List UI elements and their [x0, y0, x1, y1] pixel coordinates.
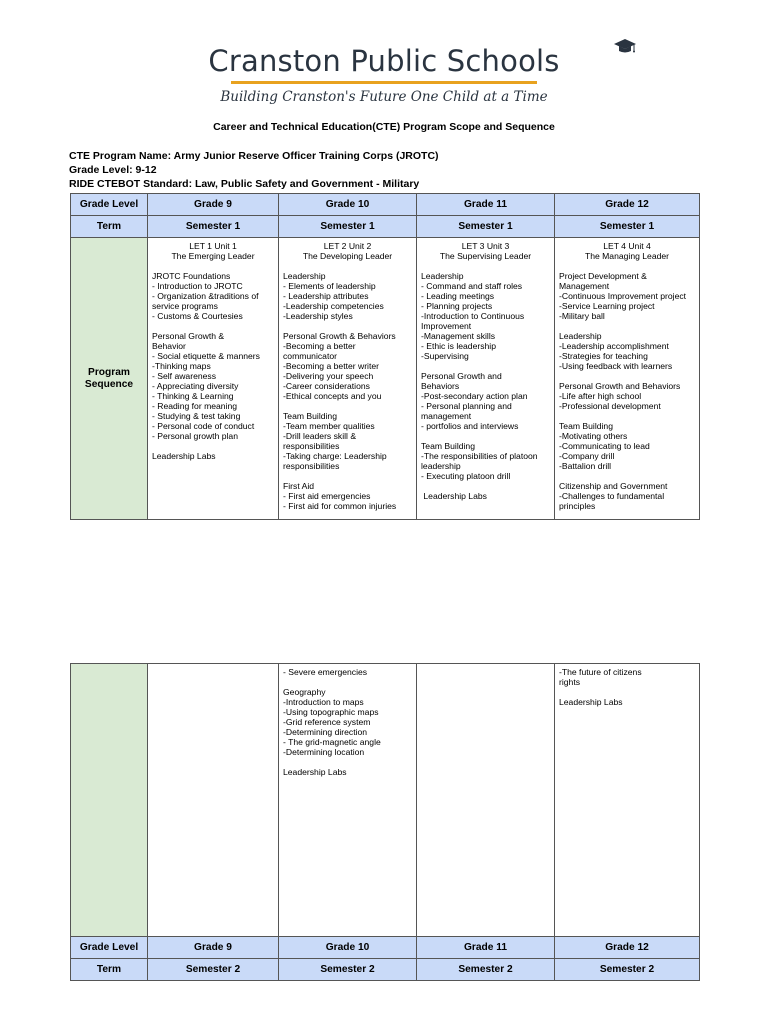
content-line: -Military ball: [559, 311, 605, 321]
grade-level-info: Grade Level: 9-12: [69, 164, 157, 176]
content-line: Behaviors: [421, 381, 460, 391]
content-line: -Motivating others: [559, 431, 628, 441]
content-line: -Strategies for teaching: [559, 351, 648, 361]
content-line: Team Building: [421, 441, 475, 451]
spacer: [283, 471, 412, 481]
content-line: Leadership Labs: [559, 697, 623, 707]
content-line: Geography: [283, 687, 326, 697]
content-line: - portfolios and interviews: [421, 421, 519, 431]
program-sequence-label: [71, 238, 148, 520]
content-line: Leadership Labs: [152, 451, 216, 461]
content-line: Team Building: [559, 421, 613, 431]
term-row: [71, 959, 700, 981]
content-line: - Ethic is leadership: [421, 341, 496, 351]
graduation-cap-icon: [613, 38, 637, 58]
content-line: -Becoming a better writer: [283, 361, 379, 371]
term-cell: Semester 2: [148, 959, 279, 981]
content-line: - Personal planning and: [421, 401, 512, 411]
spacer: [559, 371, 695, 381]
term-header: Term: [71, 216, 148, 238]
content-line: Improvement: [421, 321, 472, 331]
content-line: - Command and staff roles: [421, 281, 523, 291]
term-header: Term: [71, 959, 148, 981]
grade-header: Grade 10: [279, 937, 417, 959]
program-sequence-row: [71, 664, 700, 937]
content-line: leadership: [421, 461, 461, 471]
spacer: [559, 261, 695, 271]
content-line: -Challenges to fundamental: [559, 491, 665, 501]
spacer: [283, 677, 412, 687]
term-cell: Semester 2: [279, 959, 417, 981]
content-line: Management: [559, 281, 610, 291]
grade-header: Grade 11: [417, 194, 555, 216]
document-title: Career and Technical Education(CTE) Program Scope and Sequence: [213, 121, 555, 133]
spacer: [283, 321, 412, 331]
spacer: [559, 321, 695, 331]
spacer: [559, 471, 695, 481]
grade-9-content: [148, 664, 279, 937]
content-line: -Introduction to Continuous: [421, 311, 525, 321]
content-line: - Personal code of conduct: [152, 421, 255, 431]
term-cell: Semester 1: [148, 216, 279, 238]
content-line: -Post-secondary action plan: [421, 391, 528, 401]
content-line: -Supervising: [421, 351, 469, 361]
standard-info: RIDE CTEBOT Standard: Law, Public Safety and Government - Military: [69, 178, 420, 190]
content-line: -Service Learning project: [559, 301, 655, 311]
content-line: -The responsibilities of platoon: [421, 451, 538, 461]
content-line: JROTC Foundations: [152, 271, 231, 281]
spacer: [152, 441, 274, 451]
content-line: - Appreciating diversity: [152, 381, 239, 391]
content-line: - Studying & test taking: [152, 411, 241, 421]
content-line: - Elements of leadership: [283, 281, 376, 291]
unit-heading: The Emerging Leader: [171, 251, 255, 261]
content-line: - Thinking & Learning: [152, 391, 234, 401]
content-line: -Ethical concepts and you: [283, 391, 382, 401]
content-line: -Using topographic maps: [283, 707, 379, 717]
content-line: - The grid-magnetic angle: [283, 737, 381, 747]
content-line: Behavior: [152, 341, 186, 351]
grade-header: Grade 12: [555, 937, 700, 959]
content-line: Team Building: [283, 411, 337, 421]
content-line: Personal Growth &: [152, 331, 225, 341]
content-line: Leadership: [283, 271, 326, 281]
side-label-line: Sequence: [84, 378, 134, 390]
spacer: [152, 261, 274, 271]
content-line: rights: [559, 677, 581, 687]
content-line: -Grid reference system: [283, 717, 371, 727]
unit-heading: LET 3 Unit 3: [461, 241, 510, 251]
content-line: - Personal growth plan: [152, 431, 238, 441]
content-line: -The future of citizens: [559, 667, 642, 677]
program-sequence-row: [71, 238, 700, 520]
school-logo: [0, 44, 768, 105]
content-line: Leadership: [421, 271, 464, 281]
scope-table-semester-2: [70, 663, 700, 981]
content-line: - Executing platoon drill: [421, 471, 511, 481]
grade-header: Grade 9: [148, 194, 279, 216]
spacer: [559, 687, 695, 697]
school-tagline: Building Cranston's Future One Child at a Time: [220, 89, 548, 105]
logo-underline: [231, 81, 537, 84]
content-line: - First aid for common injuries: [283, 501, 397, 511]
content-line: -Delivering your speech: [283, 371, 374, 381]
grade-12-content: [555, 664, 700, 937]
grade-header: Grade 9: [148, 937, 279, 959]
content-line: Project Development &: [559, 271, 647, 281]
content-line: -Leadership accomplishment: [559, 341, 669, 351]
content-line: -Determining location: [283, 747, 365, 757]
program-name: CTE Program Name: Army Junior Reserve Officer Training Corps (JROTC): [69, 150, 439, 162]
content-line: Personal Growth and: [421, 371, 502, 381]
content-line: - Social etiquette & manners: [152, 351, 260, 361]
content-line: - Severe emergencies: [283, 667, 368, 677]
content-line: - Customs & Courtesies: [152, 311, 243, 321]
content-line: -Drill leaders skill &: [283, 431, 357, 441]
term-cell: Semester 1: [279, 216, 417, 238]
unit-heading: The Developing Leader: [302, 251, 393, 261]
school-name-text: Cranston Public Schools: [208, 44, 560, 78]
unit-heading: LET 4 Unit 4: [603, 241, 651, 251]
grade-9-content: [148, 238, 279, 520]
grade-12-content: [555, 238, 700, 520]
content-line: Citizenship and Government: [559, 481, 668, 491]
content-line: -Life after high school: [559, 391, 642, 401]
content-line: -Becoming a better: [283, 341, 356, 351]
term-cell: Semester 2: [417, 959, 555, 981]
spacer: [559, 411, 695, 421]
term-cell: Semester 1: [555, 216, 700, 238]
content-line: First Aid: [283, 481, 315, 491]
term-row: [71, 216, 700, 238]
spacer: [152, 321, 274, 331]
content-line: -Leadership competencies: [283, 301, 384, 311]
spacer: [421, 431, 550, 441]
unit-heading: LET 2 Unit 2: [323, 241, 372, 251]
content-line: -Introduction to maps: [283, 697, 364, 707]
content-line: Leadership: [559, 331, 602, 341]
grade-10-content: [279, 238, 417, 520]
school-name: [208, 44, 559, 78]
content-line: Leadership Labs: [283, 767, 347, 777]
term-cell: Semester 2: [555, 959, 700, 981]
content-line: -Career considerations: [283, 381, 370, 391]
scope-table-semester-1: [70, 193, 700, 520]
spacer: [421, 481, 550, 491]
content-line: - Self awareness: [152, 371, 217, 381]
spacer: [283, 757, 412, 767]
content-line: -Company drill: [559, 451, 615, 461]
content-line: -Determining direction: [283, 727, 368, 737]
side-label-line: Program: [88, 366, 130, 378]
content-line: -Continuous Improvement project: [559, 291, 687, 301]
content-line: - Leadership attributes: [283, 291, 369, 301]
spacer: [283, 401, 412, 411]
grade-10-content: [279, 664, 417, 937]
content-line: -Communicating to lead: [559, 441, 650, 451]
grade-level-header: Grade Level: [71, 937, 148, 959]
content-line: - Organization &traditions of: [152, 291, 259, 301]
content-line: Personal Growth and Behaviors: [559, 381, 681, 391]
content-line: - Leading meetings: [421, 291, 495, 301]
spacer: [421, 361, 550, 371]
spacer: [283, 261, 412, 271]
unit-heading: The Managing Leader: [584, 251, 670, 261]
content-line: -Thinking maps: [152, 361, 211, 371]
content-line: management: [421, 411, 472, 421]
content-line: -Battalion drill: [559, 461, 612, 471]
content-line: - Introduction to JROTC: [152, 281, 243, 291]
content-line: - Planning projects: [421, 301, 493, 311]
content-line: -Taking charge: Leadership: [283, 451, 387, 461]
content-line: -Professional development: [559, 401, 661, 411]
program-sequence-label: [71, 664, 148, 937]
grade-11-content: [417, 238, 555, 520]
grade-level-row: [71, 937, 700, 959]
content-line: communicator: [283, 351, 337, 361]
content-line: - First aid emergencies: [283, 491, 371, 501]
grade-11-content: [417, 664, 555, 937]
content-line: Leadership Labs: [421, 491, 487, 501]
content-line: -Using feedback with learners: [559, 361, 673, 371]
unit-heading: LET 1 Unit 1: [189, 241, 237, 251]
grade-level-header: Grade Level: [71, 194, 148, 216]
content-line: responsibilities: [283, 441, 340, 451]
spacer: [421, 261, 550, 271]
term-cell: Semester 1: [417, 216, 555, 238]
content-line: -Team member qualities: [283, 421, 375, 431]
grade-header: Grade 11: [417, 937, 555, 959]
content-line: -Leadership styles: [283, 311, 353, 321]
grade-header: Grade 10: [279, 194, 417, 216]
content-line: -Management skills: [421, 331, 496, 341]
grade-level-row: [71, 194, 700, 216]
content-line: service programs: [152, 301, 218, 311]
unit-heading: The Supervising Leader: [439, 251, 532, 261]
content-line: principles: [559, 501, 596, 511]
content-line: responsibilities: [283, 461, 340, 471]
grade-header: Grade 12: [555, 194, 700, 216]
content-line: - Reading for meaning: [152, 401, 238, 411]
content-line: Personal Growth & Behaviors: [283, 331, 396, 341]
